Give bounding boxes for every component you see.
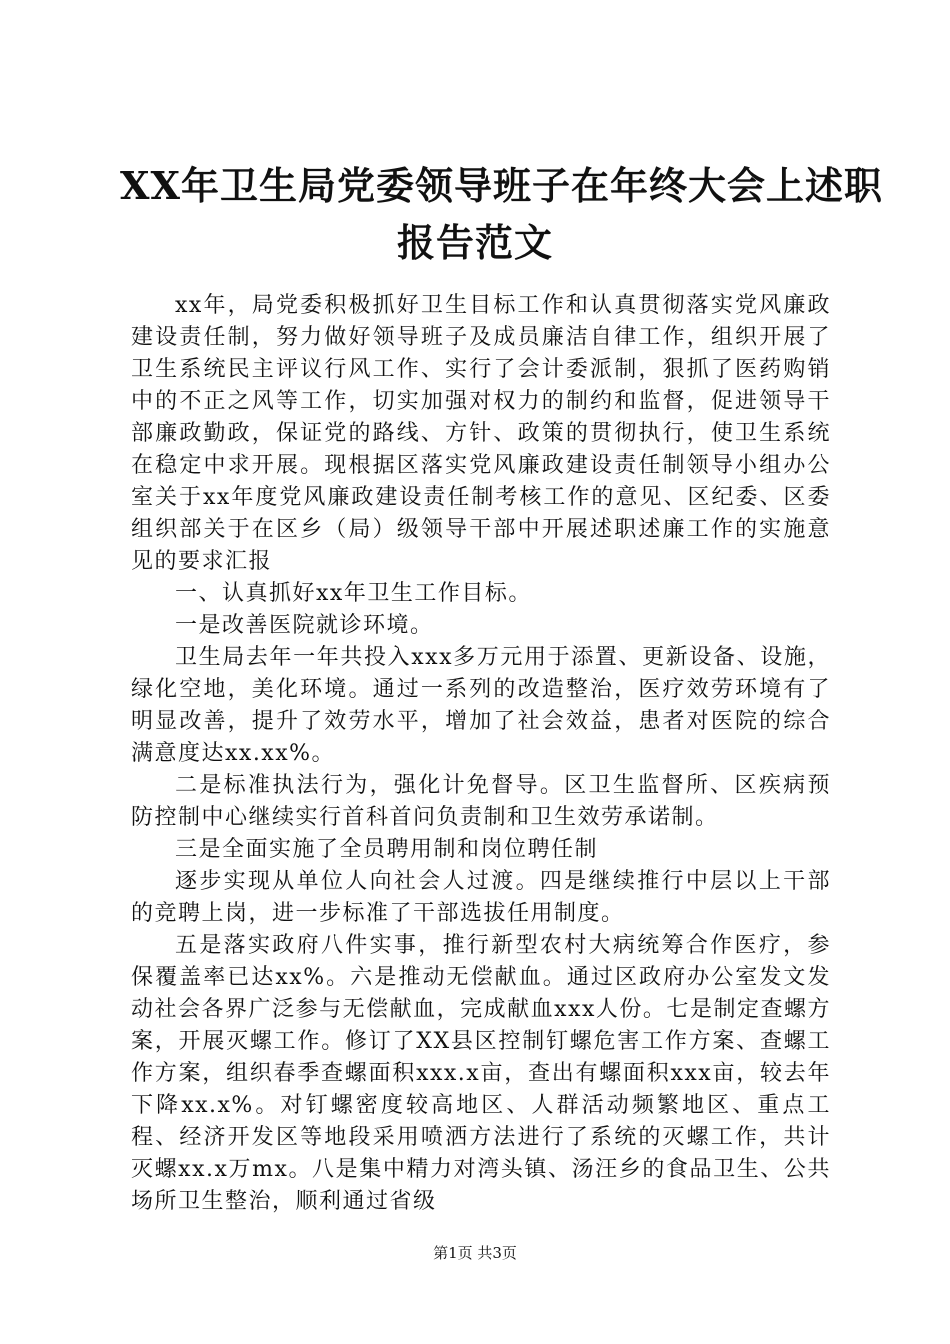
paragraph: 一是改善医院就诊环境。 xyxy=(175,613,434,638)
page-footer: 第1页 共3页 xyxy=(433,1244,517,1262)
paragraph: 逐步实现从单位人向社会人过渡。四是继续推行中层以上干部的竞聘上岗，进一步标准了干部选拔任用制度。 xyxy=(131,869,831,926)
paragraph: 五是落实政府八件实事，推行新型农村大病统筹合作医疗，参保覆盖率已达xx%。六是推动无偿献血。通过区政府办公室发文发动社会各界广泛参与无偿献血，完成献血xxx人份。七是制定查螺方案，开展灭螺工作。修订了XX县区控制钉螺危害工作方案、查螺工作方案，组织春季查螺面积xxx.x亩，查出有螺面积xxx亩，较去年下降xx.x%。对钉螺密度较高地区、人群活动频繁地区、重点工程、经济开发区等地段采用喷洒方法进行了系统的灭螺工作，共计灭螺xx.x万mx。八是集中精力对湾头镇、汤汪乡的食品卫生、公共场所卫生整治，顺利通过省级 xyxy=(131,933,831,1214)
paragraph: xx年，局党委积极抓好卫生目标工作和认真贯彻落实党风廉政建设责任制，努力做好领导班子及成员廉洁自律工作，组织开展了卫生系统民主评议行风工作、实行了会计委派制，狠抓了医药购销中的不正之风等工作，切实加强对权力的制约和监督，促进领导干部廉政勤政，保证党的路线、方针、政策的贯彻执行，使卫生系统在稳定中求开展。现根据区落实党风廉政建设责任制领导小组办公室关于xx年度党风廉政建设责任制考核工作的意见、区纪委、区委组织部关于在区乡（局）级领导干部中开展述职述廉工作的实施意见的要求汇报 xyxy=(131,293,831,574)
paragraph: 卫生局去年一年共投入xxx多万元用于添置、更新设备、设施，绿化空地，美化环境。通过一系列的改造整治，医疗效劳环境有了明显改善，提升了效劳水平，增加了社会效益，患者对医院的综合满意度达xx.xx%。 xyxy=(131,645,831,766)
paragraph: 一、认真抓好xx年卫生工作目标。 xyxy=(175,581,532,606)
paragraph: 三是全面实施了全员聘用制和岗位聘任制 xyxy=(175,837,599,862)
paragraph: 二是标准执法行为，强化计免督导。区卫生监督所、区疾病预防控制中心继续实行首科首问负责制和卫生效劳承诺制。 xyxy=(131,773,831,830)
document-title-line-2: 报告范文 xyxy=(396,220,553,265)
document-title-line-1: XX年卫生局党委领导班子在年终大会上述职 xyxy=(120,163,883,208)
document-body xyxy=(131,290,831,1218)
